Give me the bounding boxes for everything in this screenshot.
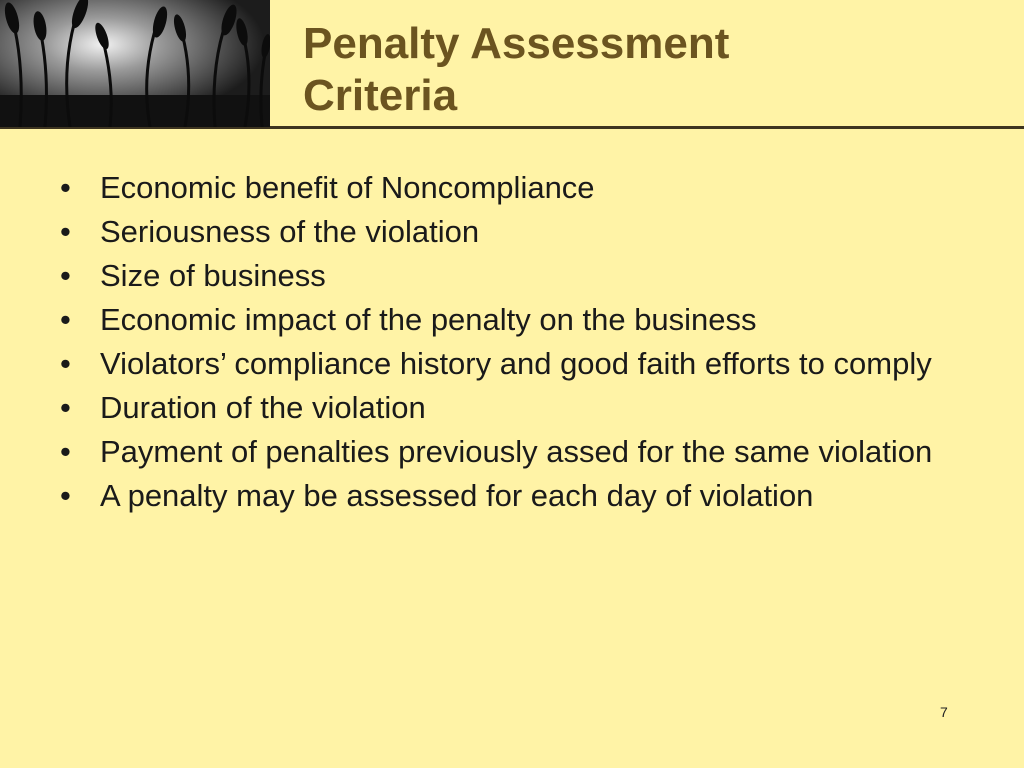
- bullet-item: [58, 390, 978, 425]
- title-divider: [270, 126, 1024, 129]
- slide-title: [303, 18, 1003, 122]
- bullet-icon: •: [60, 214, 71, 249]
- bullet-item: [58, 170, 978, 205]
- bullet-item: [58, 346, 978, 381]
- bullet-item: [58, 214, 978, 249]
- page-number: 7: [940, 704, 948, 720]
- bullet-icon: •: [60, 390, 71, 425]
- bullet-text: Seriousness of the violation: [100, 214, 480, 249]
- slide-title-line-1: Penalty Assessment: [303, 19, 730, 68]
- bullet-text: A penalty may be assessed for each day of violation: [100, 478, 814, 513]
- bullet-item: [58, 478, 978, 513]
- wheat-field-image: [0, 0, 270, 127]
- bullet-item: [58, 434, 978, 469]
- bullet-text: Violators’ compliance history and good faith efforts to comply: [100, 346, 932, 381]
- bullet-text: Size of business: [100, 258, 326, 293]
- bullet-icon: •: [60, 170, 71, 205]
- image-divider: [0, 127, 270, 129]
- bullet-text: Economic benefit of Noncompliance: [100, 170, 595, 205]
- bullet-icon: •: [60, 258, 71, 293]
- bullet-icon: •: [60, 478, 71, 513]
- slide-title-line-2: Criteria: [303, 71, 458, 120]
- bullet-icon: •: [60, 346, 71, 381]
- bullet-text: Economic impact of the penalty on the business: [100, 302, 757, 337]
- bullet-text: Duration of the violation: [100, 390, 426, 425]
- bullet-list: [58, 170, 978, 522]
- bullet-item: [58, 302, 978, 337]
- bullet-item: [58, 258, 978, 293]
- bullet-icon: •: [60, 434, 71, 469]
- bullet-text: Payment of penalties previously assed for the same violation: [100, 434, 933, 469]
- bullet-icon: •: [60, 302, 71, 337]
